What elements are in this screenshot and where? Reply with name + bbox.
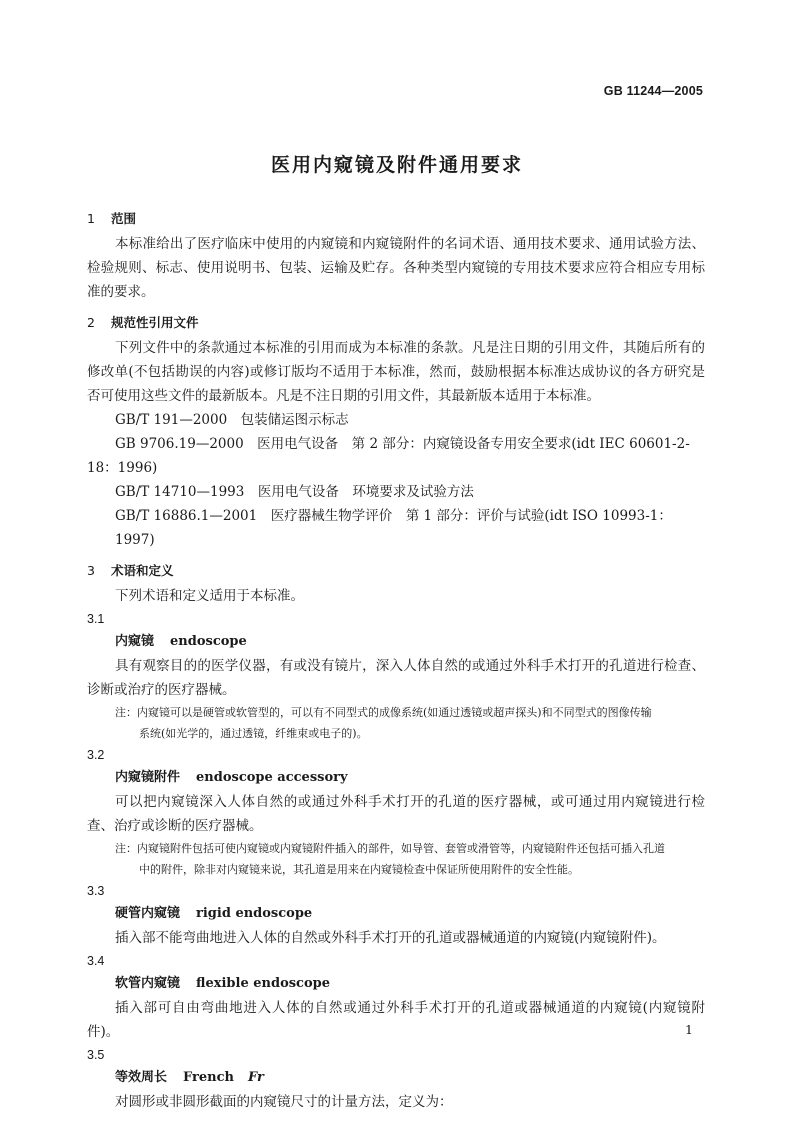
terms-intro-paragraph: 下列术语和定义适用于本标准。 <box>115 588 304 604</box>
term-definition: 插入部可自由弯曲地进入人体的自然或通过外科手术打开的孔道或器械通道的内窥镜(内窥镜附件)。 <box>87 1000 705 1040</box>
term-definition: 具有观察目的的医学仪器，有或没有镜片，深入人体自然的或通过外科手术打开的孔道进行检查、诊断或治疗的医疗器械。 <box>87 658 705 698</box>
reference-item: GB/T 191—2000 包装储运图示标志 <box>115 412 349 428</box>
document-body <box>87 206 705 1114</box>
term-heading: 硬管内窥镜 rigid endoscope <box>115 906 313 921</box>
term-note: 注：内窥镜可以是硬管或软管型的，可以有不同型式的成像系统(如通过透镜或超声探头)和不同型式的图像传输 系统(如光学的，通过透镜，纤维束或电子的)。 <box>115 706 652 740</box>
term-definition: 对圆形或非圆形截面的内窥镜尺寸的计量方法，定义为： <box>115 1094 453 1110</box>
section-heading-scope: 1 范围 <box>87 211 137 226</box>
reference-item: GB/T 16886.1—2001 医疗器械生物学评价 第 1 部分：评价与试验(idt ISO 10993-1：1997) <box>115 508 672 548</box>
term-definition: 可以把内窥镜深入人体自然的或通过外科手术打开的孔道的医疗器械，或可通过用内窥镜进行检查、治疗或诊断的医疗器械。 <box>87 794 705 834</box>
term-heading: 等效周长 French Fr <box>115 1070 264 1085</box>
references-paragraph: 下列文件中的条款通过本标准的引用而成为本标准的条款。凡是注日期的引用文件，其随后所有的修改单(不包括勘误的内容)或修订版均不适用于本标准，然而，鼓励根据本标准达成协议的各方研究是否可使用这些文件的最新版本。凡是不注日期的引用文件，其最新版本适用于本标准。 <box>87 340 705 404</box>
scope-paragraph: 本标准给出了医疗临床中使用的内窥镜和内窥镜附件的名词术语、通用技术要求、通用试验方法、检验规则、标志、使用说明书、包装、运输及贮存。各种类型内窥镜的专用技术要求应符合相应专用标准的要求。 <box>87 236 705 300</box>
section-heading-terms-definitions: 3 术语和定义 <box>87 563 174 578</box>
term-note: 注：内窥镜附件包括可使内窥镜或内窥镜附件插入的部件，如导管、套管或滑管等，内窥镜附件还包括可插入孔道 中的附件，除非对内窥镜来说，其孔道是用来在内窥镜检查中保证所使用附件的安全性能。 <box>115 842 665 876</box>
standard-number: GB 11244—2005 <box>603 84 703 98</box>
reference-item: GB 9706.19—2000 医用电气设备 第 2 部分：内窥镜设备专用安全要求(idt IEC 60601-2-18：1996) <box>87 436 690 476</box>
section-heading-normative-references: 2 规范性引用文件 <box>87 315 199 330</box>
clause-number: 3.5 <box>87 1048 105 1062</box>
clause-number: 3.4 <box>87 954 105 968</box>
term-heading: 内窥镜附件 endoscope accessory <box>115 770 348 785</box>
term-definition: 插入部不能弯曲地进入人体的自然或外科手术打开的孔道或器械通道的内窥镜(内窥镜附件)。 <box>115 930 666 946</box>
term-heading: 软管内窥镜 flexible endoscope <box>115 976 331 991</box>
clause-number: 3.1 <box>87 612 105 626</box>
clause-number: 3.2 <box>87 748 105 762</box>
term-heading: 内窥镜 endoscope <box>115 634 247 649</box>
clause-number: 3.3 <box>87 884 105 898</box>
reference-item: GB/T 14710—1993 医用电气设备 环境要求及试验方法 <box>115 484 474 500</box>
page-number: 1 <box>685 1022 693 1037</box>
document-title: 医用内窥镜及附件通用要求 <box>270 154 523 176</box>
